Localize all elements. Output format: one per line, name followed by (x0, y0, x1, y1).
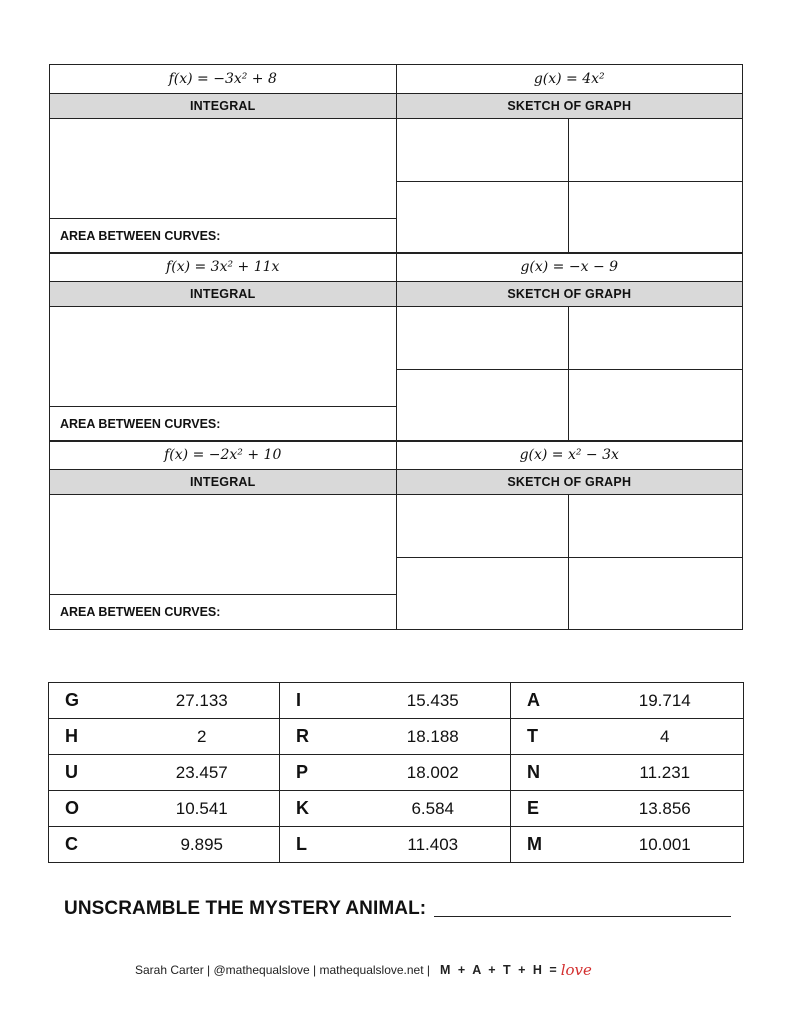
key-value: 6.584 (356, 791, 511, 827)
g-equation: g(x) = −x − 9 (396, 253, 743, 281)
key-value: 19.714 (587, 683, 744, 719)
key-value: 11.403 (356, 827, 511, 863)
table-row (49, 719, 744, 755)
table-row (49, 827, 744, 863)
sketch-quadrant (397, 307, 570, 370)
key-value: 18.188 (356, 719, 511, 755)
key-value: 11.231 (587, 755, 744, 791)
sketch-header: SKETCH OF GRAPH (396, 470, 743, 494)
sketch-quadrant (397, 558, 570, 629)
sketch-quadrant (397, 370, 570, 441)
unscramble-label: UNSCRAMBLE THE MYSTERY ANIMAL: (64, 898, 427, 919)
work-row (50, 119, 742, 253)
table-row (49, 791, 744, 827)
table-row (49, 683, 744, 719)
work-row (50, 307, 742, 441)
answer-blank[interactable] (434, 916, 731, 917)
footer-love-logo: love (560, 961, 592, 979)
integral-column (50, 307, 396, 441)
key-letter: R (280, 719, 356, 755)
sketch-grid[interactable] (396, 307, 743, 441)
header-row (50, 282, 742, 307)
f-equation: f(x) = −2x² + 10 (164, 447, 282, 463)
key-value: 9.895 (125, 827, 280, 863)
sketch-quadrant (569, 558, 742, 629)
footer-brand: M + A + T + H = (440, 963, 559, 977)
key-letter: N (511, 755, 587, 791)
key-letter: C (49, 827, 125, 863)
integral-work-area[interactable] (50, 495, 396, 595)
key-letter: O (49, 791, 125, 827)
key-letter: U (49, 755, 125, 791)
sketch-quadrant (569, 495, 742, 558)
key-value: 2 (125, 719, 280, 755)
table-row (49, 755, 744, 791)
sketch-grid[interactable] (396, 495, 743, 629)
integral-header: INTEGRAL (190, 287, 256, 301)
key-value: 18.002 (356, 755, 511, 791)
sketch-header: SKETCH OF GRAPH (396, 282, 743, 306)
integral-header: INTEGRAL (190, 99, 256, 113)
key-value: 27.133 (125, 683, 280, 719)
key-value: 13.856 (587, 791, 744, 827)
footer (135, 961, 592, 979)
integral-column (50, 495, 396, 629)
area-between-curves-label: AREA BETWEEN CURVES: (60, 417, 221, 431)
footer-credit: Sarah Carter | @mathequalslove | mathequalslove.net | (135, 963, 431, 977)
sketch-quadrant (569, 182, 742, 253)
integral-header: INTEGRAL (190, 475, 256, 489)
unscramble-section (64, 898, 731, 920)
key-letter: T (511, 719, 587, 755)
sketch-quadrant (569, 119, 742, 182)
header-row (50, 470, 742, 495)
integral-work-area[interactable] (50, 307, 396, 407)
sketch-grid[interactable] (396, 119, 743, 253)
sketch-quadrant (397, 119, 570, 182)
key-letter: G (49, 683, 125, 719)
answer-key-table (48, 682, 744, 863)
problem-2 (49, 252, 743, 442)
key-value: 4 (587, 719, 744, 755)
problem-1 (49, 64, 743, 254)
key-letter: I (280, 683, 356, 719)
sketch-quadrant (397, 182, 570, 253)
f-equation: f(x) = −3x² + 8 (168, 71, 277, 87)
key-letter: L (280, 827, 356, 863)
key-letter: K (280, 791, 356, 827)
equation-row (50, 441, 742, 470)
key-value: 23.457 (125, 755, 280, 791)
area-between-curves-label: AREA BETWEEN CURVES: (60, 229, 221, 243)
g-equation: g(x) = x² − 3x (396, 441, 743, 469)
key-letter: P (280, 755, 356, 791)
equation-row (50, 65, 742, 94)
key-letter: H (49, 719, 125, 755)
area-between-curves-label: AREA BETWEEN CURVES: (60, 605, 221, 619)
key-value: 10.001 (587, 827, 744, 863)
key-value: 10.541 (125, 791, 280, 827)
key-letter: M (511, 827, 587, 863)
integral-work-area[interactable] (50, 119, 396, 219)
sketch-quadrant (397, 495, 570, 558)
sketch-quadrant (569, 307, 742, 370)
key-value: 15.435 (356, 683, 511, 719)
equation-row (50, 253, 742, 282)
f-equation: f(x) = 3x² + 11x (166, 259, 280, 275)
sketch-header: SKETCH OF GRAPH (396, 94, 743, 118)
header-row (50, 94, 742, 119)
sketch-quadrant (569, 370, 742, 441)
problem-3 (49, 440, 743, 630)
g-equation: g(x) = 4x² (396, 65, 743, 93)
integral-column (50, 119, 396, 253)
work-row (50, 495, 742, 629)
key-letter: E (511, 791, 587, 827)
key-letter: A (511, 683, 587, 719)
